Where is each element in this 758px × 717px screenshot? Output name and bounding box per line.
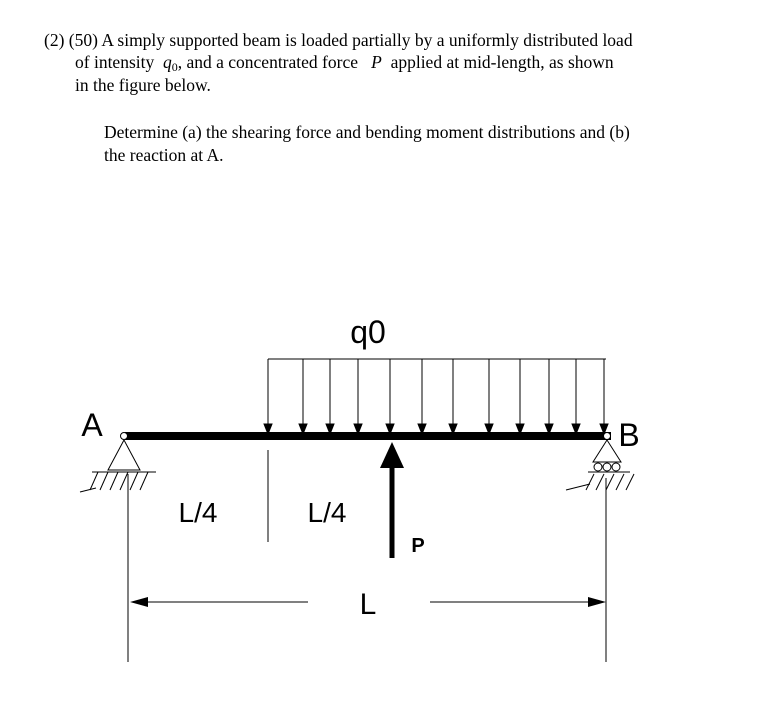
load-label: q0 bbox=[350, 314, 386, 350]
force-p-label: P bbox=[411, 535, 425, 557]
problem-line-1: (2) (50) A simply supported beam is loaded partially by a uniformly distributed load bbox=[44, 30, 633, 50]
force-symbol: P bbox=[371, 52, 382, 72]
problem-line-2-part-b: , and a concentrated force bbox=[177, 52, 358, 72]
force-p-arrow bbox=[380, 442, 404, 558]
problem-line-3: in the figure below. bbox=[75, 75, 211, 95]
load-arrow bbox=[449, 359, 457, 434]
support-a-label: A bbox=[81, 407, 103, 443]
load-arrow bbox=[516, 359, 524, 434]
task-line-1: Determine (a) the shearing force and bending moment distributions and (b) bbox=[104, 122, 630, 142]
segment-1-label: L/4 bbox=[178, 497, 218, 528]
load-symbol-q: q bbox=[162, 52, 172, 72]
load-arrow bbox=[264, 359, 272, 434]
load-arrow bbox=[572, 359, 580, 434]
problem-line-2-part-a: of intensity bbox=[75, 52, 155, 72]
load-arrow bbox=[600, 359, 608, 434]
load-symbol-subscript: 0 bbox=[171, 60, 178, 74]
problem-line-2-part-c: applied at mid-length, as shown bbox=[390, 52, 614, 72]
beam bbox=[125, 432, 611, 440]
load-arrow bbox=[386, 359, 394, 434]
load-arrow bbox=[354, 359, 362, 434]
load-arrow bbox=[545, 359, 553, 434]
span-label: L bbox=[359, 588, 377, 621]
load-arrow bbox=[418, 359, 426, 434]
load-arrow bbox=[485, 359, 493, 434]
distributed-load-arrows bbox=[264, 359, 608, 434]
segment-2-label: L/4 bbox=[307, 497, 347, 528]
task-line-2: the reaction at A. bbox=[104, 145, 224, 165]
load-arrow bbox=[299, 359, 307, 434]
load-arrow bbox=[326, 359, 334, 434]
support-b-label: B bbox=[618, 417, 640, 453]
